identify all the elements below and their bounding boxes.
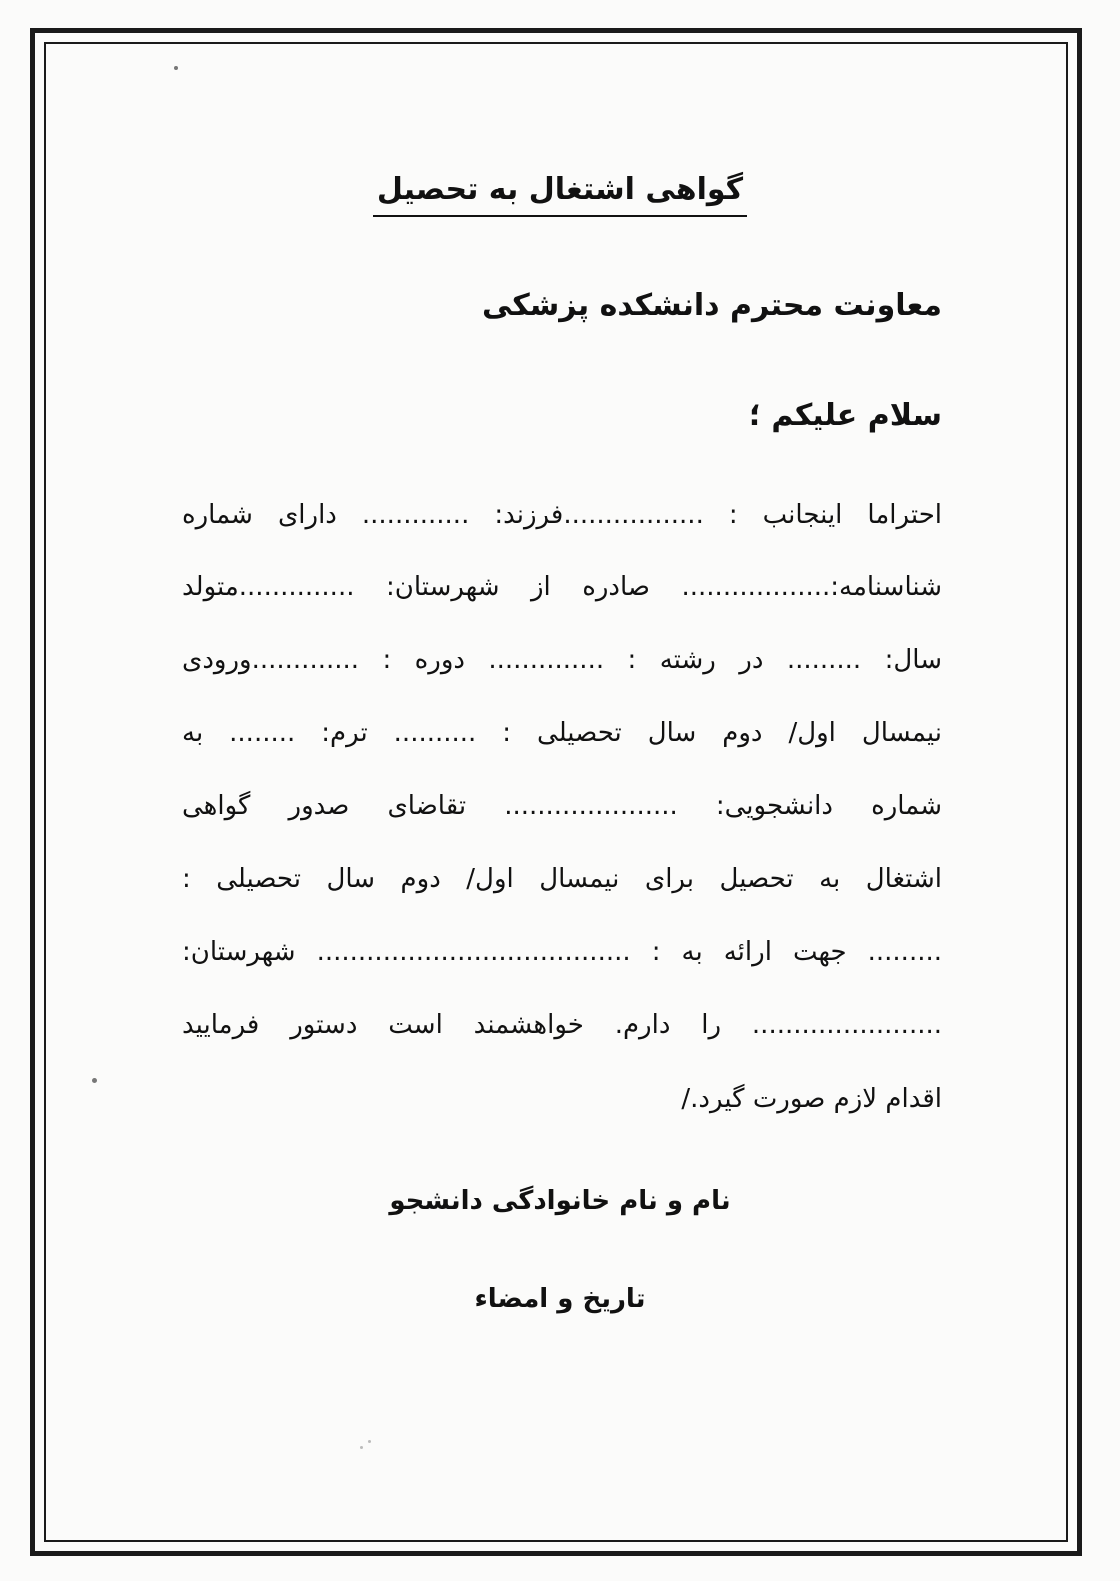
body-line-4: نیمسال اول/ دوم سال تحصیلی : .......... ترم: ........ به	[182, 718, 942, 748]
greeting-line: سلام علیکم ؛	[748, 398, 942, 433]
recipient-line: معاونت محترم دانشکده پزشکی	[481, 288, 942, 323]
signature-date-label: تاریخ و امضاء	[474, 1284, 646, 1314]
body-line-2: شناسنامه:.................. صادره از شهرستان: ..............متولد	[182, 572, 942, 602]
scan-speck	[368, 1440, 371, 1443]
body-line-1: احتراما اینجانب : .................فرزند: ............. دارای شماره	[182, 500, 942, 530]
body-line-3: سال: ......... در رشته : .............. دوره : .............ورودی	[182, 645, 942, 675]
body-line-8: ....................... را دارم. خواهشمند است دستور فرمایید	[182, 1010, 942, 1040]
body-line-5: شماره دانشجویی: ..................... تقاضای صدور گواهی	[182, 791, 942, 821]
signature-name-label: نام و نام خانوادگی دانشجو	[389, 1186, 731, 1216]
scan-speck	[92, 1078, 97, 1083]
body-line-6: اشتغال به تحصیل برای نیمسال اول/ دوم سال تحصیلی :	[182, 864, 942, 894]
body-line-7: ......... جهت ارائه به : ...................................... شهرستان:	[182, 937, 942, 967]
document-title	[0, 172, 1120, 217]
document-title-text: گواهی اشتغال به تحصیل	[373, 172, 747, 217]
scan-speck	[174, 66, 178, 70]
body-line-9: اقدام لازم صورت گیرد./	[681, 1084, 942, 1114]
scan-speck	[360, 1446, 363, 1449]
